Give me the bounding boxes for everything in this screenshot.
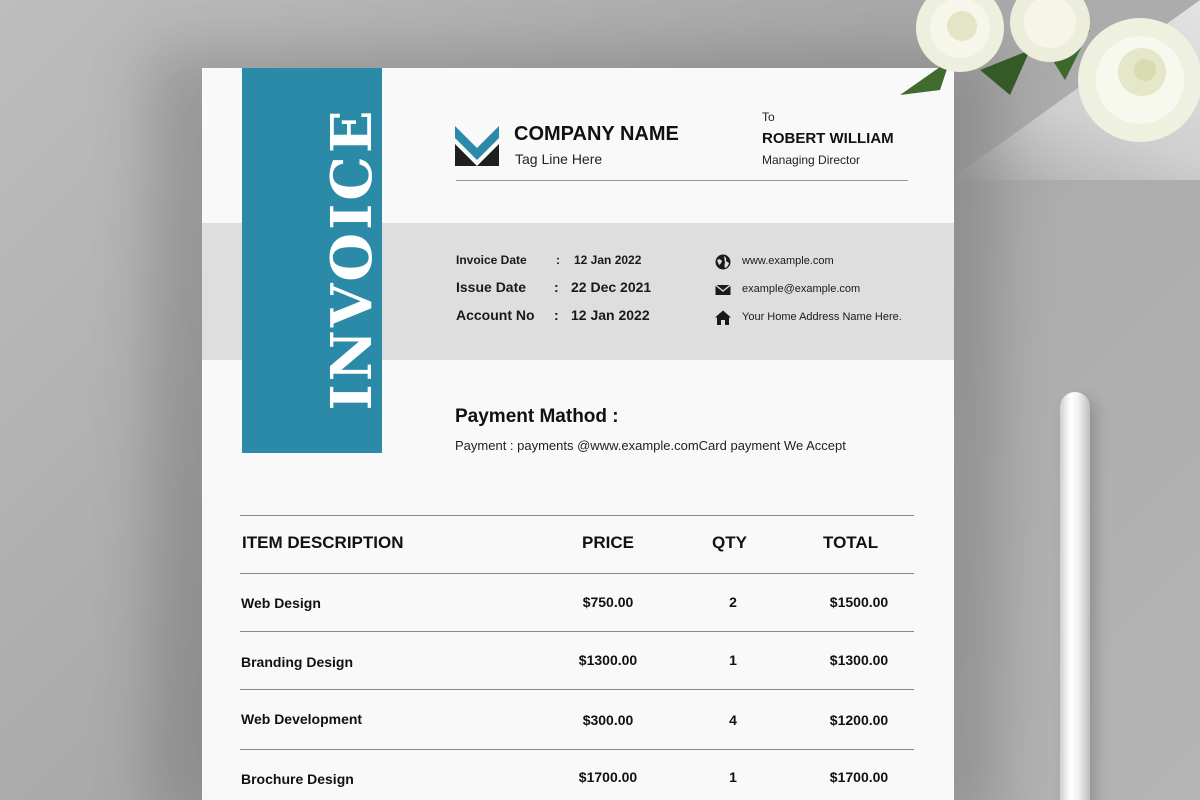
invoice-title-strip [242,68,385,453]
column-header-price: PRICE [582,533,634,552]
invoice-title: INVOICE [319,107,385,411]
contact-address-text: Your Home Address Name Here. [742,311,902,323]
cell-description: Branding Design [241,654,354,670]
cell-description: Web Design [241,595,321,611]
column-header-total: TOTAL [823,533,879,552]
detail-label: Account No [456,307,535,323]
header-divider [456,180,908,181]
row-divider [240,749,914,750]
detail-label: Issue Date [456,279,527,295]
table-top-rule [240,515,914,516]
company-tagline: Tag Line Here [515,151,603,167]
contact-website-text: www.example.com [742,255,834,267]
globe-icon [714,253,732,271]
table-header-rule [240,573,914,574]
detail-value: 12 Jan 2022 [571,307,650,323]
pencil-decoration [1060,392,1090,800]
recipient-name: ROBERT WILLIAM [762,130,894,147]
home-icon [714,309,732,327]
row-divider [240,631,914,632]
cell-description: Brochure Design [241,771,354,787]
m-chevron-logo-icon [455,126,499,166]
recipient-role: Managing Director [762,153,861,167]
cell-description: Web Development [241,711,363,727]
payment-method-text: Payment : payments @www.example.comCard payment We Accept [455,438,846,453]
column-header-description: ITEM DESCRIPTION [242,533,404,552]
detail-label: Invoice Date [456,253,527,267]
column-header-qty: QTY [712,533,747,552]
company-name: COMPANY NAME [514,123,679,145]
detail-separator: : [554,307,559,323]
recipient-to-label: To [762,110,775,124]
detail-value: 22 Dec 2021 [571,279,652,295]
rose-flowers-decoration [880,0,1200,200]
invoice-sheet: INVOICE COMPANY NAME Tag Line Here To ROBERT WILLIAM Managing Director Invoice Date : 12 Jan 2022 Issue Date : 22 Dec 2021 Account No : 12 Jan 2022 www.example.com example@example.com Your Home Address Name Here. Payment Mathod : Payment : payments @www.example.comCard payment We Accept ITEM DESCRIPTION PRICE QTY TOTAL Web Design $750.00 2 $1500.00 Branding Design $1300.00 1 $1300.00 Web Development $300.00 4 $1200.00 Brochure Design $1700.00 1 $1700.00 [202,68,954,800]
row-divider [240,689,914,690]
contact-email-text: example@example.com [742,283,861,295]
payment-method-title: Payment Mathod : [455,406,619,427]
detail-separator: : [554,279,559,295]
detail-separator: : [556,253,560,267]
detail-value: 12 Jan 2022 [574,253,642,267]
envelope-icon [714,281,732,299]
